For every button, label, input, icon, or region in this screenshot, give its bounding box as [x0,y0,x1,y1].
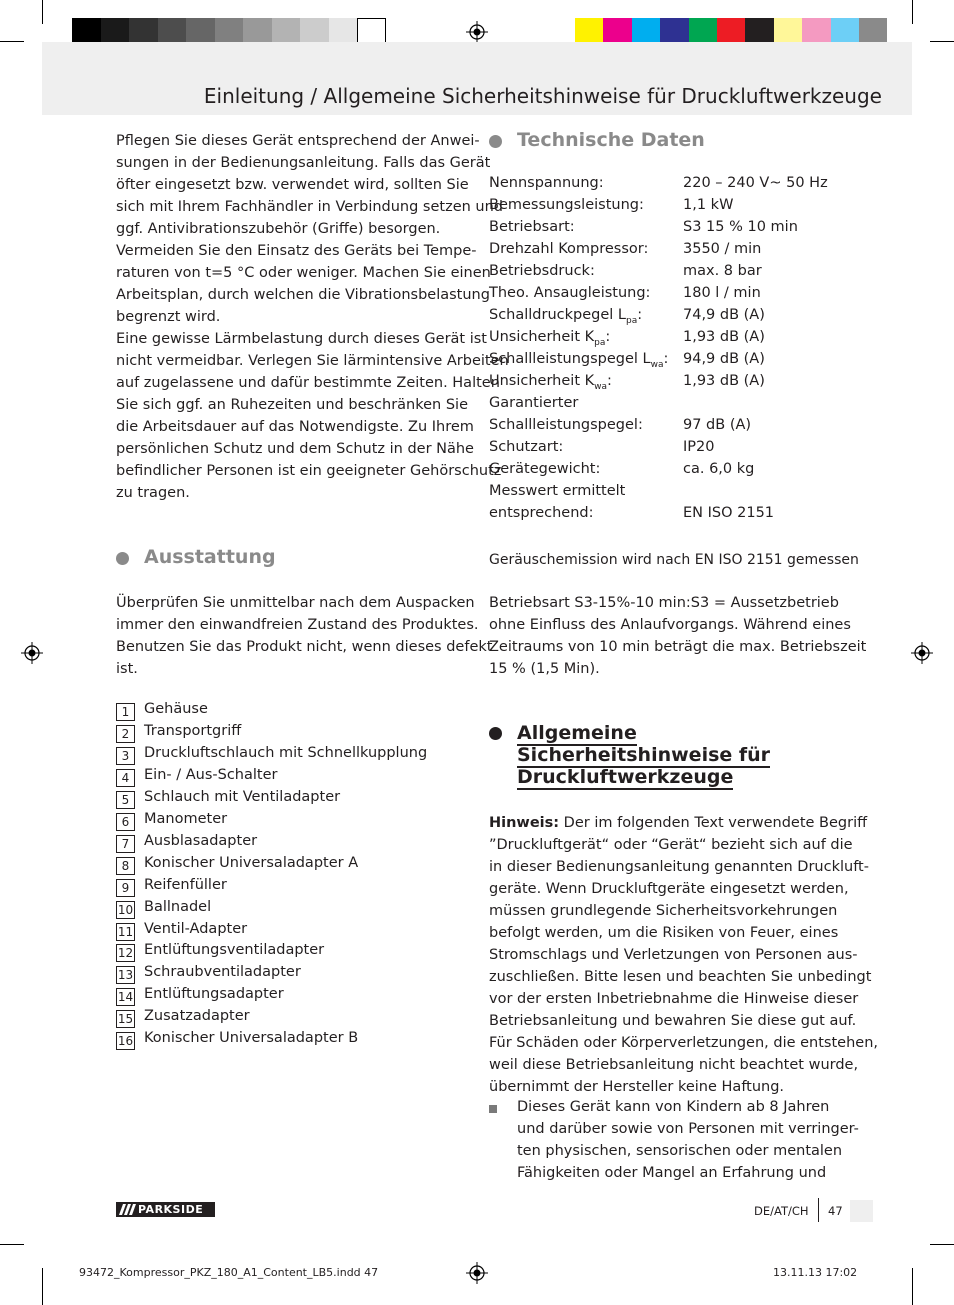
file-info: 93472_Kompressor_PKZ_180_A1_Content_LB5.indd 47 [79,1266,379,1279]
bullet-paragraph: Dieses Gerät kann von Kindern ab 8 Jahren und darüber sowie von Personen mit verringer- ten physischen, sensorischen oder mentalen Fähigkeiten oder Mangel an Erfahrung und [517,1099,859,1181]
locale-label: DE/AT/CH [754,1204,809,1218]
spec-value: 1,1 kW [683,197,734,213]
part-number: 4 [116,769,135,787]
spec-label: Schallleistungspegel: [489,417,643,433]
safety-heading: Allgemeine Sicherheitshinweise für Druckluftwerkzeuge [517,722,771,788]
spec-label: entsprechend: [489,505,594,521]
spec-label: Garantierter [489,395,579,411]
date-info: 13.11.13 17:02 [773,1266,858,1279]
registration-mark-icon [466,21,488,43]
page-number: 47 [828,1204,843,1218]
part-label: Manometer [144,810,228,827]
part-number: 2 [116,725,135,743]
spec-value: ca. 6,0 kg [683,461,755,477]
spec-value: max. 8 bar [683,263,762,279]
brand-stripes-icon [119,1204,137,1215]
crop-mark [930,1244,954,1245]
spec-value: 180 l / min [683,285,761,301]
part-number: 9 [116,879,135,897]
part-number: 11 [117,924,134,939]
hinweis-paragraph: Hinweis: Der im folgenden Text verwendete Begriff ”Druckluftgerät“ oder “Gerät“ bezieht sich auf die in dieser Bedienungsanleitung genannten Druckluft- geräte. Wenn Druckluftgeräte eingesetzt werden, müssen grundlegende Sicherheitsvorkehrungen befolgt werden, um die Risiken von Feuer, eines Stromschlags und Verletzungen von Personen aus- zuschließen. Bitte lesen und beachten Sie unbedingt vor der ersten Inbetriebnahme die Hinweise dieser Betriebsanleitung und bewahren Sie diese gut auf. Für Schäden oder Körperverletzungen, die entstehen, weil diese Betriebsanleitung nicht beachtet wurde, übernimmt der Hersteller keine Haftung. [489,815,879,1095]
spec-label: Betriebsdruck: [489,263,595,279]
part-label: Reifenfüller [144,876,227,893]
spec-value: 3550 / min [683,241,762,257]
part-label: Schraubventiladapter [144,964,301,981]
part-number: 7 [116,835,135,853]
part-number: 5 [116,791,135,809]
part-number: 13 [117,968,134,983]
crop-mark [42,0,43,24]
registration-mark-icon [466,1262,488,1284]
part-number: 12 [117,946,134,961]
ausstattung-heading: Ausstattung [144,546,276,568]
part-label: Gehäuse [144,701,208,717]
page-tab [850,1200,873,1222]
spec-label: Schalldruckpegel $L_{pa}$: [489,307,643,326]
part-label: Ein- / Aus-Schalter [144,766,278,783]
part-label: Ballnadel [144,898,212,915]
intro-paragraph: Pflegen Sie dieses Gerät entsprechend der Anwei- sungen in der Bedienungsanleitung. Falls das Gerät öfter eingesetzt bzw. verwendet wird, sollten Sie sich mit Ihrem Fachhändler in Verbindung setzen und ggf. Antivibrationszubehör (Griffe) besorgen. Vermeiden Sie den Einsatz des Geräts bei Tempe- raturen von t=5 °C oder weniger. Machen Sie einen Arbeitsplan, durch welchen die Vibrationsbelastung begrenzt wird. Eine gewisse Lärmbelastung durch dieses Gerät ist nicht vermeidbar. Verlegen Sie lärmintensive Arbeiten auf zugelassene und dafür bestimmte Zeiten. Halten Sie sich ggf. an Ruhezeiten und beschränken Sie die Arbeitsdauer auf das Notwendigste. Zu Ihrem persönlichen Schutz und dem Schutz in der Nähe befindlicher Personen ist ein geeigneter Gehörschutz zu tragen. [116,133,509,501]
part-label: Druckluftschlauch mit Schnellkupplung [144,744,428,761]
part-number: 16 [117,1034,134,1049]
spec-label: Unsicherheit $K_{wa}$: [489,373,612,392]
registration-mark-icon [21,642,43,664]
part-label: Zusatzadapter [144,1008,250,1025]
spec-label: Unsicherheit $K_{pa}$: [489,329,611,348]
part-number: 14 [117,990,134,1005]
section-bullet-icon [489,727,502,740]
part-number: 6 [116,813,135,831]
spec-label: Messwert ermittelt [489,483,626,499]
spec-label: Gerätegewicht: [489,461,601,477]
spec-value: IP20 [683,439,715,455]
spec-label: Theo. Ansaugleistung: [489,285,651,301]
part-number: 1 [116,703,135,721]
spec-label: Drehzahl Kompressor: [489,241,649,257]
crop-mark [930,41,954,42]
part-number: 3 [116,747,135,765]
spec-label: Bemessungsleistung: [489,197,644,213]
part-label: Konischer Universaladapter A [144,854,359,871]
section-bullet-icon [489,135,502,148]
hinweis-label: Hinweis: [489,815,560,831]
crop-mark [0,41,24,42]
part-label: Transportgriff [144,722,242,739]
square-bullet-icon [489,1105,497,1113]
registration-mark-icon [911,642,933,664]
part-label: Entlüftungsventiladapter [144,942,325,959]
part-label: Entlüftungsadapter [144,986,284,1003]
section-bullet-icon [116,552,129,565]
crop-mark [912,0,913,24]
ausstattung-paragraph: Überprüfen Sie unmittelbar nach dem Auspacken immer den einwandfreien Zustand des Produktes. Benutzen Sie das Produkt nicht, wenn dieses defekt ist. [116,595,493,677]
part-label: Schlauch mit Ventiladapter [144,788,341,805]
spec-value: 1,93 dB (A) [683,373,765,389]
spec-value: 97 dB (A) [683,417,752,433]
spec-value: 74,9 dB (A) [683,307,765,323]
brand-name: PARKSIDE [138,1203,204,1216]
betriebsart-paragraph: Betriebsart S3-15%-10 min:S3 = Aussetzbetrieb ohne Einfluss des Anlaufvorgangs. Während eines Zeitraums von 10 min beträgt die max. Betriebszeit 15 % (1,5 Min). [489,595,867,677]
part-label: Ausblasadapter [144,832,258,849]
spec-label: Nennspannung: [489,175,604,191]
spec-label: Schallleistungspegel $L_{wa}$: [489,351,669,370]
spec-value: 1,93 dB (A) [683,329,765,345]
parkside-logo [116,1202,215,1217]
footer-divider [818,1198,819,1222]
crop-mark [42,1268,43,1305]
part-label: Ventil-Adapter [144,920,248,937]
geraeusch-note: Geräuschemission wird nach EN ISO 2151 gemessen [489,552,859,568]
spec-value: 94,9 dB (A) [683,351,765,367]
spec-label: Betriebsart: [489,219,575,235]
part-label: Konischer Universaladapter B [144,1030,359,1047]
crop-mark [912,1268,913,1305]
spec-value: 220 – 240 V~ 50 Hz [683,175,828,191]
part-number: 10 [117,902,134,917]
spec-value: EN ISO 2151 [683,505,775,521]
crop-mark [0,1244,24,1245]
spec-value: S3 15 % 10 min [683,219,798,235]
part-number: 15 [117,1012,134,1027]
page-title: Einleitung / Allgemeine Sicherheitshinweise für Druckluftwerkzeuge [203,84,882,108]
technische-daten-heading: Technische Daten [517,129,705,151]
part-number: 8 [116,857,135,875]
spec-label: Schutzart: [489,439,564,455]
